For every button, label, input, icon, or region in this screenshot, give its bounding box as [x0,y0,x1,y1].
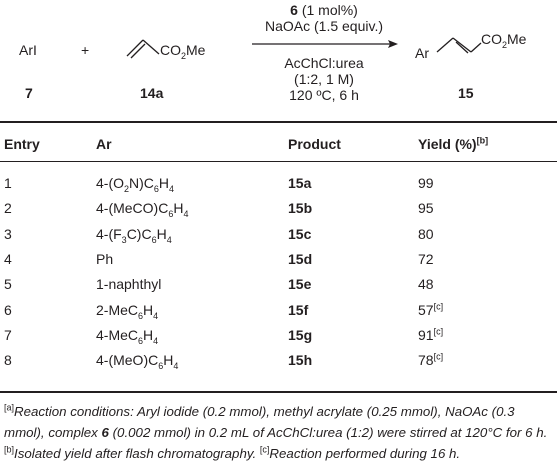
row-entry: 1 [4,175,12,191]
row-yield [418,251,434,267]
conditions-above [254,2,394,34]
cinnamate-structure [435,28,483,58]
row-yield [418,352,443,368]
row-yield-note: [c] [433,351,444,362]
condition-solvent: AcChCl:urea [284,55,364,71]
row-yield-value: 99 [418,175,434,191]
reactant-aryl-iodide: ArI [19,42,37,58]
row-product: 15g [288,327,313,343]
row-yield-value: 78 [418,352,434,368]
row-aryl: $4-(F_3C)C_6H_4$ [96,226,172,245]
row-product: 15a [288,175,312,191]
row-entry: 4 [4,251,12,267]
footnote-a-text-1: Reaction conditions: Aryl iodide (0.2 mmol), methyl acrylate (0.25 mmol), NaOAc (0.3 mmol), complex [4,404,515,440]
condition-solvent-ratio: (1:2, 1 M) [294,71,354,87]
reaction-scheme [0,0,557,118]
row-aryl: $4-MeC_6H_4$ [96,327,159,346]
footnote-b-text: Isolated yield after flash chromatography. [14,446,260,461]
catalyst-number: 6 [290,2,298,18]
reactant-1-number: 7 [25,85,33,101]
footnote-b-mark: [b] [4,444,15,455]
product-ar-label: Ar [415,45,429,61]
footnote-c-mark: [c] [259,444,270,455]
row-yield [418,175,434,191]
row-yield [418,276,434,292]
product-number: 15 [458,85,474,101]
condition-catalyst [254,2,394,18]
header-product: Product [288,136,341,152]
row-entry: 2 [4,200,12,216]
header-entry: Entry [4,136,40,152]
bottom-rule [0,391,557,393]
header-yield [418,136,488,152]
row-product: 15b [288,200,313,216]
row-entry: 8 [4,352,12,368]
row-product: 15d [288,251,313,267]
header-yield-note: [b] [476,135,489,146]
acrylate-structure [125,30,165,62]
row-yield-value: 72 [418,251,434,267]
footnote-a-mark: [a] [4,402,15,413]
condition-base: NaOAc (1.5 equiv.) [264,18,383,34]
row-product: 15c [288,226,312,242]
row-product: 15f [288,302,309,318]
row-entry: 5 [4,276,12,292]
header-ar: Ar [96,136,112,152]
row-aryl: $4-(O_2N)C_6H_4$ [96,175,175,194]
row-yield [418,200,434,216]
product-ester-label: $CO_2Me$ [481,31,527,50]
row-yield [418,302,443,318]
plus-sign: + [81,42,90,58]
row-entry: 3 [4,226,12,242]
row-yield-value: 91 [418,327,434,343]
row-yield-value: 48 [418,276,434,292]
row-entry: 7 [4,327,12,343]
row-aryl: $2-MeC_6H_4$ [96,302,159,321]
footnote-a-text-2: (0.002 mmol) in 0.2 mL of AcChCl:urea (1:2) were stirred at 120°C for 6 h. [108,425,548,440]
footnote-a-complex: 6 [101,425,109,440]
header-yield-label: Yield (%) [418,136,477,152]
condition-temperature-time: 120 ºC, 6 h [289,87,359,103]
row-yield-value: 80 [418,226,434,242]
row-product: 15h [288,352,313,368]
row-yield [418,226,434,242]
row-aryl: Ph [96,251,114,267]
row-aryl: $4-(MeO)C_6H_4$ [96,352,179,371]
row-yield-note: [c] [433,326,444,337]
footnote-c-text: Reaction performed during 16 h. [269,446,461,461]
acrylate-ester-label [160,42,206,61]
catalyst-loading: (1 mol%) [297,2,358,18]
conditions-below [254,55,394,103]
row-yield-note: [c] [433,301,444,312]
reaction-arrow [252,38,398,50]
reactant-2-number: 14a [140,85,164,101]
row-yield [418,327,443,343]
row-aryl: 1-naphthyl [96,276,162,292]
row-aryl: $4-(MeCO)C_6H_4$ [96,200,189,219]
row-yield-value: 57 [418,302,434,318]
header-rule [0,161,557,162]
row-yield-value: 95 [418,200,434,216]
table-footnotes [4,401,556,464]
row-product: 15e [288,276,312,292]
row-entry: 6 [4,302,12,318]
top-rule [0,121,557,123]
acrylate-ester-text: $CO_2Me$ [160,42,206,61]
